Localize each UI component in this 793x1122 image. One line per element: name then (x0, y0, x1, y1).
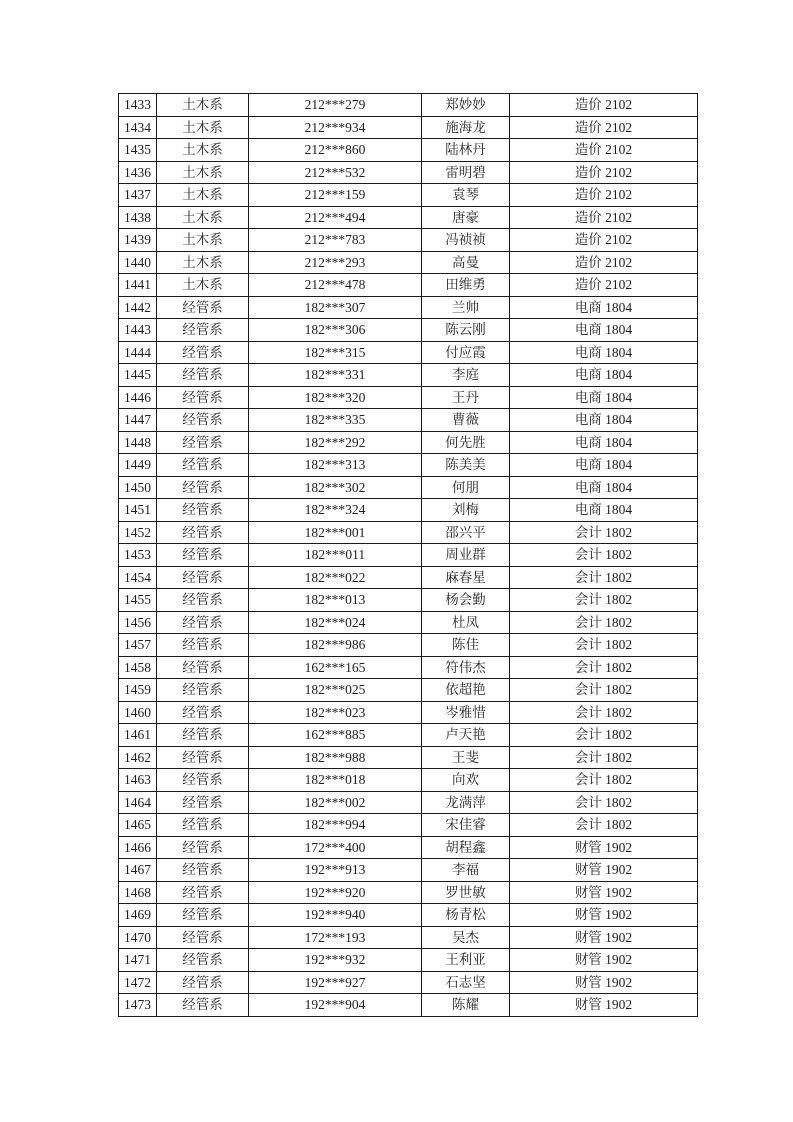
student-name-cell: 李福 (422, 859, 510, 882)
row-number-cell: 1434 (119, 116, 157, 139)
row-number-cell: 1473 (119, 994, 157, 1017)
class-cell: 电商 1804 (510, 409, 698, 432)
class-cell: 财管 1902 (510, 994, 698, 1017)
student-name-cell: 周业群 (422, 544, 510, 567)
class-cell: 电商 1804 (510, 341, 698, 364)
row-number-cell: 1438 (119, 206, 157, 229)
row-number-cell: 1472 (119, 971, 157, 994)
class-cell: 电商 1804 (510, 476, 698, 499)
class-cell: 会计 1802 (510, 679, 698, 702)
student-name-cell: 何先胜 (422, 431, 510, 454)
class-cell: 财管 1902 (510, 881, 698, 904)
student-name-cell: 施海龙 (422, 116, 510, 139)
department-cell: 经管系 (157, 769, 249, 792)
student-id-cell: 182***320 (249, 386, 422, 409)
student-id-cell: 182***315 (249, 341, 422, 364)
row-number-cell: 1436 (119, 161, 157, 184)
student-id-cell: 182***002 (249, 791, 422, 814)
department-cell: 经管系 (157, 296, 249, 319)
student-name-cell: 岑雅惜 (422, 701, 510, 724)
department-cell: 经管系 (157, 431, 249, 454)
student-id-cell: 192***927 (249, 971, 422, 994)
student-name-cell: 陈美美 (422, 454, 510, 477)
class-cell: 电商 1804 (510, 319, 698, 342)
class-cell: 会计 1802 (510, 521, 698, 544)
table-row (119, 566, 698, 589)
department-cell: 经管系 (157, 904, 249, 927)
student-id-cell: 182***313 (249, 454, 422, 477)
table-row (119, 971, 698, 994)
table-row (119, 206, 698, 229)
table-row (119, 814, 698, 837)
table-row (119, 679, 698, 702)
student-name-cell: 王利亚 (422, 949, 510, 972)
student-name-cell: 王丹 (422, 386, 510, 409)
student-id-cell: 182***022 (249, 566, 422, 589)
row-number-cell: 1456 (119, 611, 157, 634)
table-row (119, 274, 698, 297)
student-id-cell: 192***932 (249, 949, 422, 972)
student-id-cell: 172***400 (249, 836, 422, 859)
student-id-cell: 182***023 (249, 701, 422, 724)
class-cell: 财管 1902 (510, 904, 698, 927)
row-number-cell: 1455 (119, 589, 157, 612)
department-cell: 经管系 (157, 341, 249, 364)
row-number-cell: 1468 (119, 881, 157, 904)
table-row (119, 341, 698, 364)
student-id-cell: 182***018 (249, 769, 422, 792)
student-id-cell: 212***159 (249, 184, 422, 207)
student-name-cell: 田维勇 (422, 274, 510, 297)
table-row (119, 296, 698, 319)
student-name-cell: 邵兴平 (422, 521, 510, 544)
class-cell: 会计 1802 (510, 656, 698, 679)
department-cell: 经管系 (157, 656, 249, 679)
department-cell: 经管系 (157, 566, 249, 589)
row-number-cell: 1466 (119, 836, 157, 859)
department-cell: 土木系 (157, 184, 249, 207)
table-row (119, 476, 698, 499)
row-number-cell: 1465 (119, 814, 157, 837)
table-row (119, 319, 698, 342)
table-row (119, 251, 698, 274)
student-name-cell: 雷明碧 (422, 161, 510, 184)
row-number-cell: 1451 (119, 499, 157, 522)
department-cell: 经管系 (157, 881, 249, 904)
class-cell: 电商 1804 (510, 386, 698, 409)
row-number-cell: 1447 (119, 409, 157, 432)
department-cell: 经管系 (157, 949, 249, 972)
student-name-cell: 郑妙妙 (422, 94, 510, 117)
table-row (119, 386, 698, 409)
table-row (119, 881, 698, 904)
table-row (119, 409, 698, 432)
student-id-cell: 182***988 (249, 746, 422, 769)
table-row (119, 116, 698, 139)
row-number-cell: 1449 (119, 454, 157, 477)
class-cell: 电商 1804 (510, 364, 698, 387)
student-id-cell: 162***885 (249, 724, 422, 747)
class-cell: 造价 2102 (510, 251, 698, 274)
student-id-cell: 182***986 (249, 634, 422, 657)
department-cell: 土木系 (157, 206, 249, 229)
table-row (119, 364, 698, 387)
student-id-cell: 212***293 (249, 251, 422, 274)
student-roster-table (118, 93, 698, 1017)
table-row (119, 701, 698, 724)
student-id-cell: 182***307 (249, 296, 422, 319)
row-number-cell: 1441 (119, 274, 157, 297)
table-row (119, 521, 698, 544)
row-number-cell: 1450 (119, 476, 157, 499)
class-cell: 会计 1802 (510, 634, 698, 657)
student-name-cell: 符伟杰 (422, 656, 510, 679)
student-id-cell: 192***940 (249, 904, 422, 927)
student-id-cell: 192***920 (249, 881, 422, 904)
department-cell: 经管系 (157, 454, 249, 477)
class-cell: 财管 1902 (510, 971, 698, 994)
class-cell: 电商 1804 (510, 296, 698, 319)
department-cell: 经管系 (157, 971, 249, 994)
student-id-cell: 182***011 (249, 544, 422, 567)
class-cell: 财管 1902 (510, 836, 698, 859)
student-name-cell: 麻春星 (422, 566, 510, 589)
class-cell: 会计 1802 (510, 746, 698, 769)
table-row (119, 499, 698, 522)
student-name-cell: 陈云刚 (422, 319, 510, 342)
student-name-cell: 陆林丹 (422, 139, 510, 162)
row-number-cell: 1439 (119, 229, 157, 252)
department-cell: 经管系 (157, 611, 249, 634)
class-cell: 电商 1804 (510, 499, 698, 522)
table-row (119, 836, 698, 859)
class-cell: 会计 1802 (510, 544, 698, 567)
row-number-cell: 1440 (119, 251, 157, 274)
department-cell: 经管系 (157, 499, 249, 522)
row-number-cell: 1448 (119, 431, 157, 454)
row-number-cell: 1463 (119, 769, 157, 792)
table-row (119, 94, 698, 117)
class-cell: 造价 2102 (510, 161, 698, 184)
student-name-cell: 卢天艳 (422, 724, 510, 747)
class-cell: 会计 1802 (510, 791, 698, 814)
department-cell: 土木系 (157, 139, 249, 162)
student-id-cell: 192***913 (249, 859, 422, 882)
class-cell: 会计 1802 (510, 611, 698, 634)
row-number-cell: 1452 (119, 521, 157, 544)
student-id-cell: 212***783 (249, 229, 422, 252)
class-cell: 造价 2102 (510, 184, 698, 207)
class-cell: 会计 1802 (510, 566, 698, 589)
student-id-cell: 182***001 (249, 521, 422, 544)
row-number-cell: 1446 (119, 386, 157, 409)
department-cell: 经管系 (157, 634, 249, 657)
roster-table-body (119, 94, 698, 1017)
department-cell: 经管系 (157, 746, 249, 769)
student-name-cell: 兰帅 (422, 296, 510, 319)
student-name-cell: 宋佳睿 (422, 814, 510, 837)
class-cell: 会计 1802 (510, 701, 698, 724)
student-id-cell: 182***994 (249, 814, 422, 837)
department-cell: 经管系 (157, 836, 249, 859)
department-cell: 经管系 (157, 364, 249, 387)
table-row (119, 611, 698, 634)
student-name-cell: 杨青松 (422, 904, 510, 927)
row-number-cell: 1470 (119, 926, 157, 949)
department-cell: 经管系 (157, 319, 249, 342)
row-number-cell: 1460 (119, 701, 157, 724)
row-number-cell: 1453 (119, 544, 157, 567)
department-cell: 经管系 (157, 814, 249, 837)
department-cell: 经管系 (157, 724, 249, 747)
class-cell: 造价 2102 (510, 116, 698, 139)
class-cell: 造价 2102 (510, 206, 698, 229)
student-id-cell: 212***860 (249, 139, 422, 162)
student-name-cell: 向欢 (422, 769, 510, 792)
row-number-cell: 1443 (119, 319, 157, 342)
row-number-cell: 1433 (119, 94, 157, 117)
department-cell: 土木系 (157, 229, 249, 252)
student-name-cell: 石志坚 (422, 971, 510, 994)
row-number-cell: 1462 (119, 746, 157, 769)
department-cell: 土木系 (157, 161, 249, 184)
table-row (119, 544, 698, 567)
row-number-cell: 1442 (119, 296, 157, 319)
student-name-cell: 依超艳 (422, 679, 510, 702)
department-cell: 土木系 (157, 94, 249, 117)
table-row (119, 656, 698, 679)
class-cell: 造价 2102 (510, 94, 698, 117)
student-name-cell: 胡程鑫 (422, 836, 510, 859)
class-cell: 会计 1802 (510, 589, 698, 612)
student-name-cell: 何朋 (422, 476, 510, 499)
class-cell: 财管 1902 (510, 859, 698, 882)
row-number-cell: 1467 (119, 859, 157, 882)
student-name-cell: 王斐 (422, 746, 510, 769)
department-cell: 经管系 (157, 994, 249, 1017)
student-id-cell: 182***324 (249, 499, 422, 522)
department-cell: 土木系 (157, 251, 249, 274)
row-number-cell: 1444 (119, 341, 157, 364)
student-id-cell: 182***013 (249, 589, 422, 612)
student-id-cell: 162***165 (249, 656, 422, 679)
student-name-cell: 龙满萍 (422, 791, 510, 814)
student-name-cell: 付应霞 (422, 341, 510, 364)
class-cell: 会计 1802 (510, 724, 698, 747)
row-number-cell: 1464 (119, 791, 157, 814)
student-name-cell: 吴杰 (422, 926, 510, 949)
class-cell: 造价 2102 (510, 139, 698, 162)
row-number-cell: 1457 (119, 634, 157, 657)
department-cell: 经管系 (157, 926, 249, 949)
department-cell: 经管系 (157, 409, 249, 432)
class-cell: 会计 1802 (510, 769, 698, 792)
class-cell: 财管 1902 (510, 949, 698, 972)
student-name-cell: 杨会勤 (422, 589, 510, 612)
student-id-cell: 172***193 (249, 926, 422, 949)
table-row (119, 161, 698, 184)
table-row (119, 926, 698, 949)
department-cell: 经管系 (157, 544, 249, 567)
class-cell: 造价 2102 (510, 274, 698, 297)
class-cell: 财管 1902 (510, 926, 698, 949)
table-row (119, 634, 698, 657)
table-row (119, 229, 698, 252)
department-cell: 经管系 (157, 859, 249, 882)
table-row (119, 139, 698, 162)
department-cell: 经管系 (157, 476, 249, 499)
student-name-cell: 李庭 (422, 364, 510, 387)
row-number-cell: 1471 (119, 949, 157, 972)
student-name-cell: 陈耀 (422, 994, 510, 1017)
student-name-cell: 冯祯祯 (422, 229, 510, 252)
student-name-cell: 袁琴 (422, 184, 510, 207)
student-name-cell: 罗世敏 (422, 881, 510, 904)
student-id-cell: 192***904 (249, 994, 422, 1017)
student-id-cell: 212***494 (249, 206, 422, 229)
student-id-cell: 212***934 (249, 116, 422, 139)
row-number-cell: 1461 (119, 724, 157, 747)
student-name-cell: 曹薇 (422, 409, 510, 432)
table-row (119, 431, 698, 454)
table-row (119, 904, 698, 927)
department-cell: 经管系 (157, 791, 249, 814)
student-id-cell: 182***331 (249, 364, 422, 387)
department-cell: 经管系 (157, 679, 249, 702)
row-number-cell: 1454 (119, 566, 157, 589)
class-cell: 电商 1804 (510, 454, 698, 477)
student-id-cell: 212***279 (249, 94, 422, 117)
student-name-cell: 唐豪 (422, 206, 510, 229)
row-number-cell: 1437 (119, 184, 157, 207)
student-id-cell: 182***302 (249, 476, 422, 499)
class-cell: 造价 2102 (510, 229, 698, 252)
class-cell: 会计 1802 (510, 814, 698, 837)
row-number-cell: 1458 (119, 656, 157, 679)
student-id-cell: 182***025 (249, 679, 422, 702)
table-row (119, 791, 698, 814)
table-row (119, 589, 698, 612)
student-name-cell: 陈佳 (422, 634, 510, 657)
department-cell: 土木系 (157, 116, 249, 139)
table-row (119, 949, 698, 972)
table-row (119, 746, 698, 769)
table-row (119, 724, 698, 747)
student-id-cell: 212***532 (249, 161, 422, 184)
student-name-cell: 刘梅 (422, 499, 510, 522)
student-id-cell: 182***024 (249, 611, 422, 634)
department-cell: 经管系 (157, 521, 249, 544)
table-row (119, 184, 698, 207)
student-id-cell: 182***306 (249, 319, 422, 342)
department-cell: 经管系 (157, 589, 249, 612)
row-number-cell: 1435 (119, 139, 157, 162)
row-number-cell: 1459 (119, 679, 157, 702)
student-id-cell: 182***335 (249, 409, 422, 432)
student-id-cell: 212***478 (249, 274, 422, 297)
department-cell: 土木系 (157, 274, 249, 297)
department-cell: 经管系 (157, 701, 249, 724)
table-row (119, 994, 698, 1017)
table-row (119, 454, 698, 477)
table-row (119, 859, 698, 882)
department-cell: 经管系 (157, 386, 249, 409)
class-cell: 电商 1804 (510, 431, 698, 454)
row-number-cell: 1469 (119, 904, 157, 927)
student-id-cell: 182***292 (249, 431, 422, 454)
student-name-cell: 高曼 (422, 251, 510, 274)
student-name-cell: 杜凤 (422, 611, 510, 634)
table-row (119, 769, 698, 792)
row-number-cell: 1445 (119, 364, 157, 387)
